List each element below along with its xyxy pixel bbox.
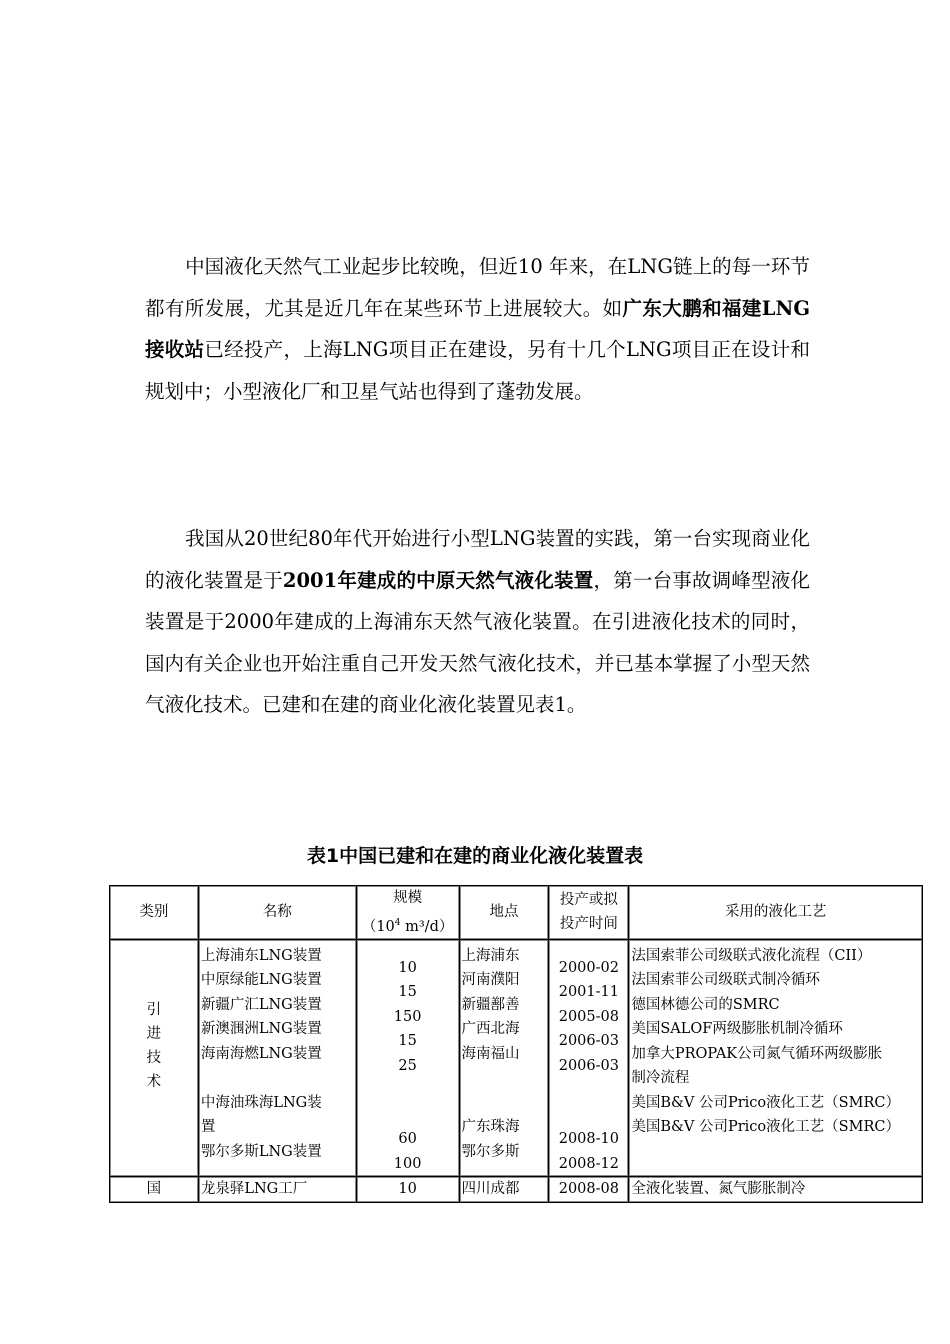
plant-process: 德国林德公司的SMRC — [631, 996, 780, 1013]
table-row-imported — [110, 939, 923, 1177]
plant-location: 广西北海 — [461, 1021, 520, 1038]
plant-name: 鄂尔多斯LNG装置 — [200, 1143, 322, 1160]
plant-scale: 15 — [398, 984, 417, 1001]
processes-cell — [629, 939, 923, 1177]
plant-date: 2000-02 — [558, 959, 619, 976]
category-imported — [110, 939, 199, 1177]
plant-date: 2006-03 — [558, 1057, 619, 1074]
header-scale-line1: 规模 — [393, 890, 423, 906]
plant-scale: 10 — [398, 959, 417, 976]
locations-cell — [459, 939, 549, 1177]
plant-name: 新澳涠洲LNG装置 — [200, 1021, 322, 1038]
dates-cell — [549, 939, 629, 1177]
plant-name: 中海油珠海LNG装 — [200, 1094, 322, 1111]
plant-name: 龙泉驿LNG工厂 — [198, 1177, 356, 1203]
plant-scale: 15 — [398, 1033, 417, 1050]
header-date-line2: 投产时间 — [559, 916, 618, 933]
scale-unit-a: （10 — [361, 918, 395, 935]
table-row-domestic — [110, 1177, 923, 1203]
header-date — [549, 886, 629, 940]
para2-text-2: ，第一台事故调峰型液化装置是于2000年建成的上海浦东天然气液化装置。在引进液化技术的同时，国内有关企业也开始注重自己开发天然气液化技术，并已基本掌握了小型天然气液化技术。已建和在建的商业化液化装置见表1。 — [145, 568, 810, 716]
plant-date: 2008-12 — [558, 1155, 619, 1172]
plant-scale: 100 — [393, 1155, 422, 1172]
plant-scale: 25 — [398, 1057, 417, 1074]
names-cell — [198, 939, 356, 1177]
plant-process: 美国B&V 公司Prico液化工艺（SMRC） — [631, 1119, 900, 1136]
para1-text-2: 已经投产，上海LNG项目正在建设，另有十几个LNG项目正在设计和规划中；小型液化厂和卫星气站也得到了蓬勃发展。 — [145, 338, 810, 403]
plant-name: 上海浦东LNG装置 — [200, 947, 322, 964]
plant-date: 2008-08 — [549, 1177, 629, 1203]
header-location: 地点 — [459, 886, 549, 940]
plant-process: 美国B&V 公司Prico液化工艺（SMRC） — [631, 1094, 900, 1111]
header-date-line1: 投产或拟 — [559, 891, 618, 908]
scales-cell — [356, 939, 459, 1177]
plant-process: 制冷流程 — [631, 1070, 690, 1087]
plant-name: 置 — [200, 1119, 216, 1136]
scale-unit-b: m³/d） — [400, 918, 454, 935]
para1-text-1: 中国液化天然气工业起步比较晚，但近10 年来，在LNG链上的每一环节都有所发展，尤其是近几年在某些环节上进展较大。如 — [145, 255, 810, 320]
plant-scale: 60 — [398, 1131, 417, 1148]
plant-location: 鄂尔多斯 — [461, 1143, 520, 1160]
header-category: 类别 — [110, 886, 199, 940]
plant-process: 法国索菲公司级联式液化流程（CII） — [631, 947, 872, 964]
liquefaction-plants-table — [109, 885, 923, 1203]
category-char: 引 — [146, 1002, 162, 1019]
plant-location: 上海浦东 — [461, 947, 520, 964]
plant-name: 海南海燃LNG装置 — [200, 1045, 322, 1062]
header-name: 名称 — [198, 886, 356, 940]
category-char: 术 — [146, 1074, 162, 1091]
plant-location: 新疆鄯善 — [461, 996, 520, 1013]
header-process: 采用的液化工艺 — [629, 886, 923, 940]
plant-process: 美国SALOF两级膨胀机制冷循环 — [631, 1021, 843, 1038]
table-caption: 表1中国已建和在建的商业化液化装置表 — [306, 845, 644, 867]
plant-process: 加拿大PROPAK公司氮气循环两级膨胀 — [631, 1045, 883, 1062]
plant-process: 全液化装置、氮气膨胀制冷 — [629, 1177, 923, 1203]
para2-text-1: 我国从20世纪80年代开始进行小型LNG装置的实践，第一台实现商业化的液化装置是于 — [145, 527, 810, 592]
category-char: 进 — [146, 1026, 162, 1043]
plant-date: 2005-08 — [558, 1008, 619, 1025]
paragraph-2 — [145, 518, 810, 726]
plant-scale: 150 — [393, 1008, 422, 1025]
plant-location: 广东珠海 — [461, 1119, 520, 1136]
para2-bold: 2001年建成的中原天然气液化装置 — [282, 568, 594, 592]
plant-location: 四川成都 — [459, 1177, 549, 1203]
paragraph-1 — [145, 246, 810, 412]
plant-date: 2008-10 — [558, 1131, 619, 1148]
plant-name: 新疆广汇LNG装置 — [200, 996, 322, 1013]
plant-date: 2006-03 — [558, 1033, 619, 1050]
category-char: 技 — [146, 1050, 162, 1067]
plant-scale: 10 — [356, 1177, 459, 1203]
header-scale-line2 — [359, 911, 457, 939]
plant-date: 2001-11 — [558, 984, 619, 1001]
plant-process: 法国索菲公司级联式制冷循环 — [631, 972, 820, 989]
table-header-row — [110, 886, 923, 940]
scale-unit-sup: 4 — [394, 917, 401, 928]
plant-name: 中原绿能LNG装置 — [200, 972, 322, 989]
plant-location: 河南濮阳 — [461, 972, 520, 989]
header-scale — [356, 886, 459, 940]
para1-bold: 广东大鹏和福建LNG接收站 — [145, 296, 810, 361]
plant-location: 海南福山 — [461, 1045, 520, 1062]
category-domestic: 国 — [110, 1177, 199, 1203]
